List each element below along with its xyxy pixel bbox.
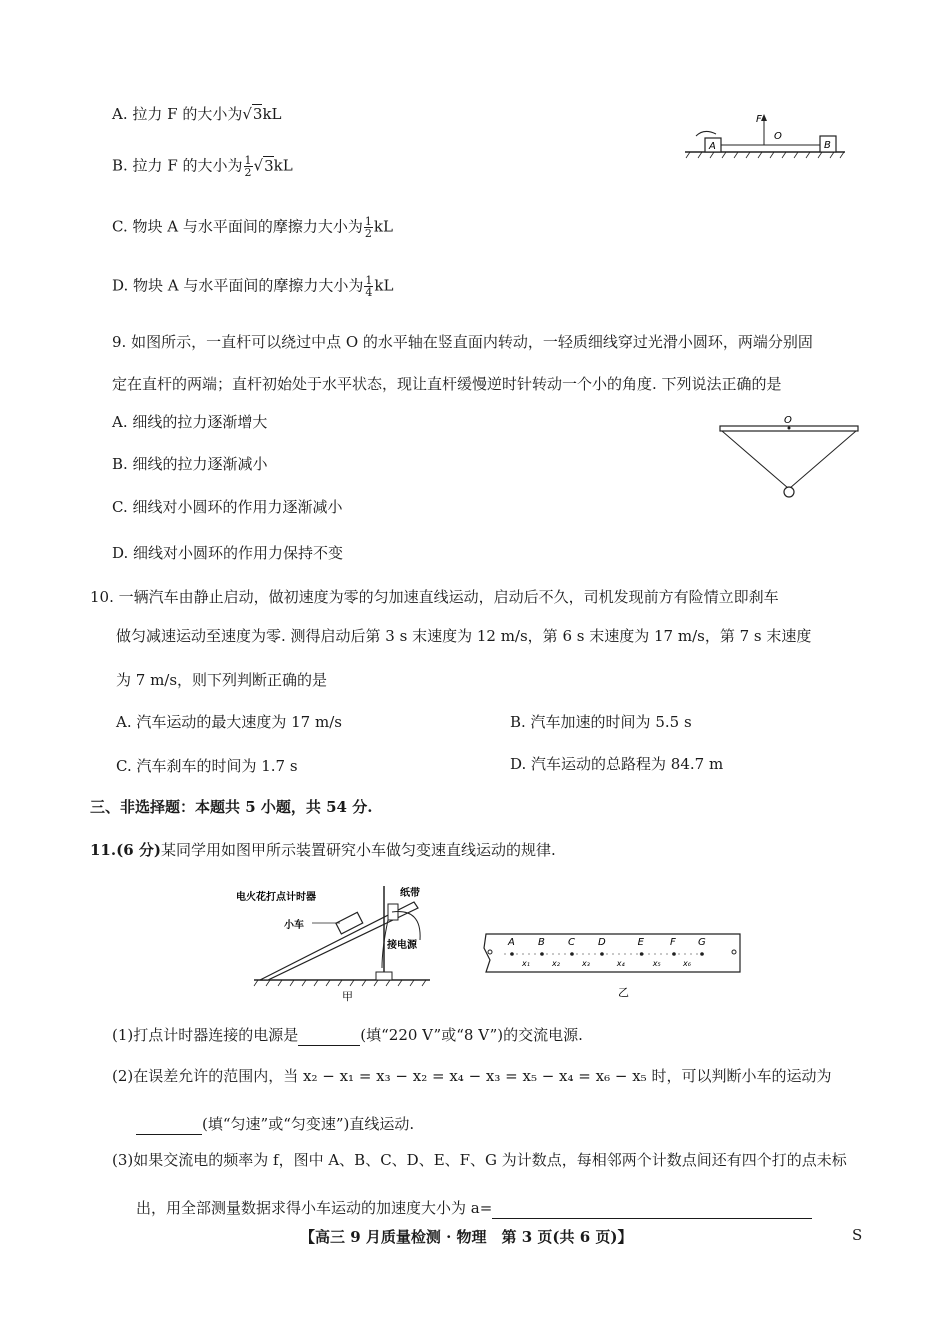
q11-part3-line1: (3)如果交流电的频率为 f，图中 A、B、C、D、E、F、G 为计数点，每相邻两个计数点间还有四个打的点未标 [112,1151,847,1169]
tape-point-E [640,952,644,956]
tape-segment-label: x₁ [522,959,530,968]
block-a-label: A [709,141,716,152]
cart-label: 小车 [284,920,304,931]
q9-option-c: C. 细线对小圆环的作用力逐渐减小 [112,498,343,516]
tape-point-F [672,952,676,956]
q9-option-b: B. 细线的拉力逐渐减小 [112,455,268,473]
q8-option-a: A. 拉力 F 的大小为√3kL [112,105,282,123]
tape-label-F: F [670,937,676,948]
q9-figure [718,412,863,502]
answer-blank-2[interactable] [136,1114,202,1135]
tape-label: 纸带 [400,888,420,899]
tape-label-G: G [698,937,706,948]
q8-option-c: C. 物块 A 与水平面间的摩擦力大小为 $\frac{1}{2}$ kL [112,215,393,240]
q11-intro: 11.(6 分)某同学用如图甲所示装置研究小车做匀变速直线运动的规律. [90,841,556,859]
tape-segment-label: x₃ [582,959,590,968]
q10-option-a: A. 汽车运动的最大速度为 17 m/s [116,713,342,731]
block-b-label: B [824,140,831,151]
tape-point-G [700,952,704,956]
pivot-label: O [774,131,782,142]
section-heading: 三、非选择题：本题共 5 小题，共 54 分. [90,798,373,816]
caption-jia: 甲 [342,990,353,1003]
q8-figure [680,112,850,162]
answer-blank-1[interactable] [298,1025,360,1046]
tape-point-D [600,952,604,956]
tape-label-A: A [508,937,515,948]
q11-part1: (1)打点计时器连接的电源是 (填“220 V”或“8 V”)的交流电源. [112,1026,583,1044]
tape-label-E: E [637,937,644,948]
q10-stem-line1: 10. 一辆汽车由静止启动，做初速度为零的匀加速直线运动，启动后不久，司机发现前方有险情立即刹车 [90,588,779,606]
q9-stem-line2: 定在直杆的两端；直杆初始处于水平状态，现让直杆缓慢逆时针转动一个小的角度. 下列说法正确的是 [112,375,782,393]
q10-stem-line2: 做匀减速运动至速度为零. 测得启动后第 3 s 末速度为 12 m/s，第 6 s 末速度为 17 m/s，第 7 s 末速度 [116,627,812,645]
tape-segment-label: x₂ [552,959,560,968]
q10-stem-line3: 为 7 m/s，则下列判断正确的是 [116,671,328,689]
timer-label: 电火花打点计时器 [236,892,316,903]
tape-point-A [510,952,514,956]
answer-blank-3[interactable] [492,1198,812,1219]
q8-option-d: D. 物块 A 与水平面间的摩擦力大小为 $\frac{1}{4}$ kL [112,274,394,299]
q11-part2-line2: (填“匀速”或“匀变速”)直线运动. [136,1114,414,1135]
q10-option-b: B. 汽车加速的时间为 5.5 s [510,713,692,731]
q8-option-b: B. 拉力 F 的大小为 $\frac{1}{2}$ √3kL [112,154,293,179]
force-label: F [756,114,762,125]
tape-segment-label: x₆ [683,959,691,968]
pivot-label: O [784,415,792,426]
caption-yi: 乙 [618,986,629,999]
power-label: 接电源 [387,940,417,951]
corner-mark: S [852,1226,863,1244]
q11-part2-line1: (2)在误差允许的范围内，当 x₂ − x₁ = x₃ − x₂ = x₄ − x₃ = x₅ − x₄ = x₆ − x₅ 时，可以判断小车的运动为 [112,1067,832,1085]
q9-option-a: A. 细线的拉力逐渐增大 [112,413,268,431]
q10-option-c: C. 汽车刹车的时间为 1.7 s [116,757,298,775]
fraction: $\frac{1}{4}$ [365,274,373,299]
q9-stem-line1: 9. 如图所示，一直杆可以绕过中点 O 的水平轴在竖直面内转动，一轻质细线穿过光滑小圆环，两端分别固 [112,333,813,351]
tape-label-C: C [568,937,575,948]
fraction: $\frac{1}{2}$ [244,154,252,179]
tape-label-D: D [598,937,606,948]
tape-segment-label: x₄ [616,959,625,968]
q11-figure-yi [478,928,748,1008]
q9-option-d: D. 细线对小圆环的作用力保持不变 [112,544,344,562]
tape-label-B: B [538,937,545,948]
tape-point-B [540,952,544,956]
q11-part3-line2: 出，用全部测量数据求得小车运动的加速度大小为 a= [136,1198,812,1219]
tape-segment-label: x₅ [652,959,661,968]
q10-option-d: D. 汽车运动的总路程为 84.7 m [510,755,724,773]
fraction: $\frac{1}{2}$ [364,215,372,240]
tape-point-C [570,952,574,956]
page-footer: 【高三 9 月质量检测 · 物理 第 3 页(共 6 页)】 [300,1228,633,1246]
q11-figure-jia [232,878,447,1003]
